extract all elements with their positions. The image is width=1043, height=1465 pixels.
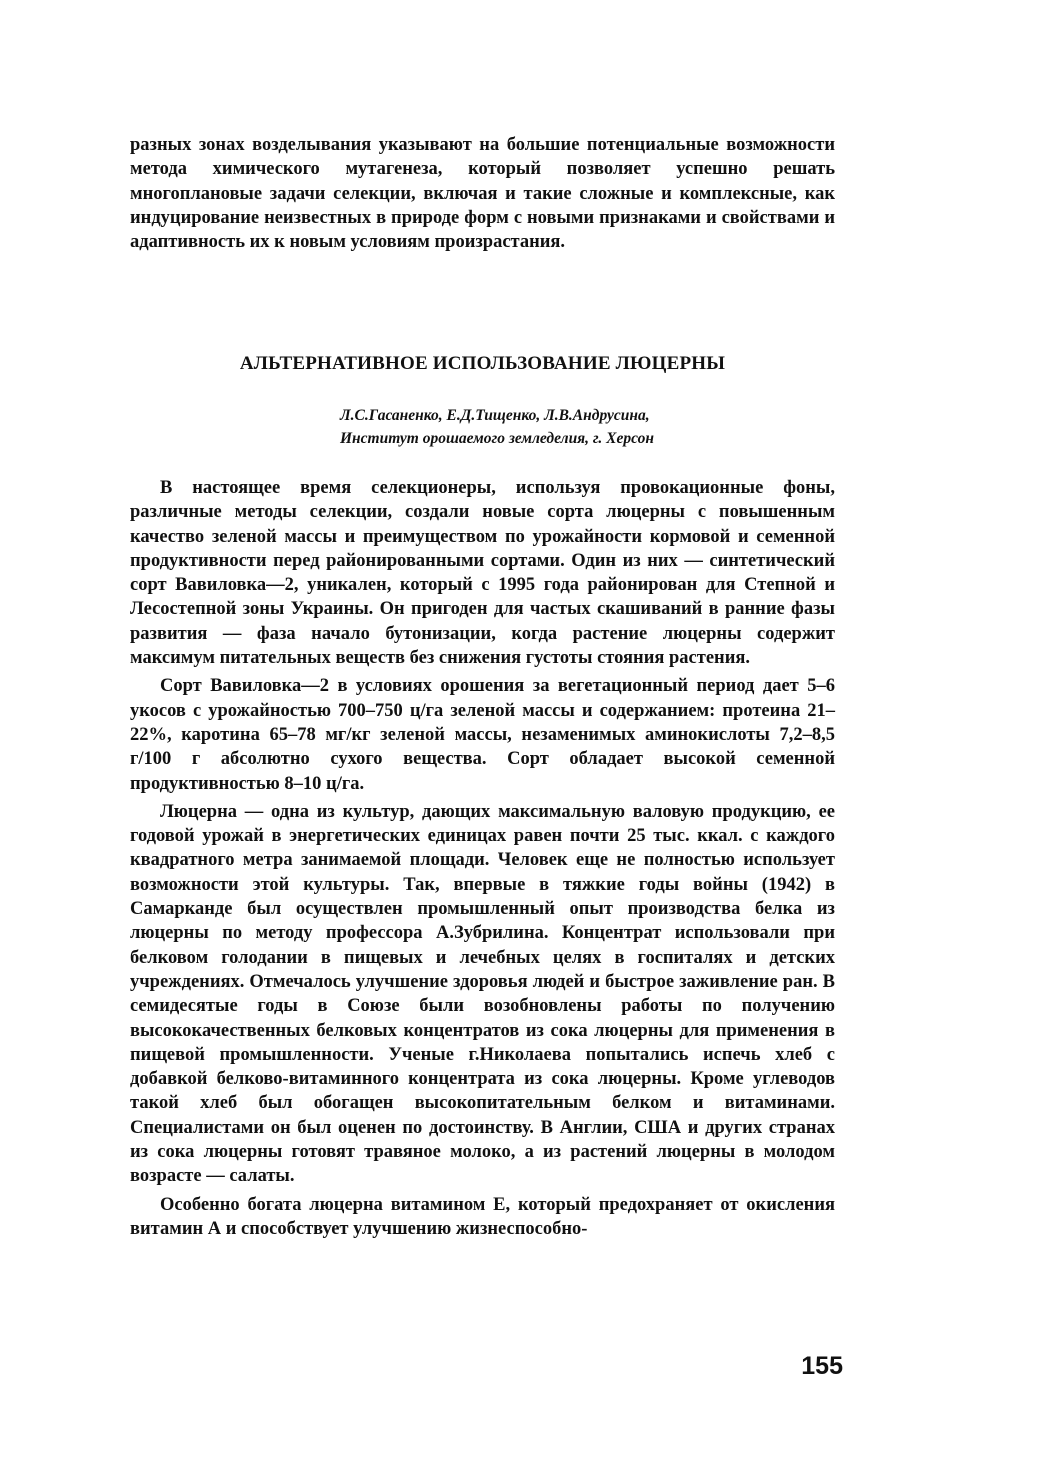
article-byline [340,404,820,450]
intro-paragraph: разных зонах возделывания указывают на большие потенциальные возможности метода химического мутагенеза, который позволяет успешно решать многоплановые задачи селекции, включая и такие сложные и комплексные, как индуцирование неизвестных в природе форм с новыми признаками и свойствами и адаптивность их к новым условиям произрастания. [130,135,835,253]
article-institution: Институт орошаемого земледелия, г. Херсон [340,430,655,447]
article-title: АЛЬТЕРНАТИВНОЕ ИСПОЛЬЗОВАНИЕ ЛЮЦЕРНЫ [239,353,726,374]
body-paragraph: В настоящее время селекционеры, используя провокационные фоны, различные методы селекции, создали новые сорта люцерны с повышенным качество зеленой массы и преимуществом по урожайности кормовой и семенной продуктивности перед районированными сортами. Один из них — синтетический сорт Вавиловка—2, уникален, который с 1995 года районирован для Степной и Лесостепной зоны Украины. Он пригоден для частых скашиваний в ранние фазы развития — фаза начало бутонизации, когда растение люцерны содержит максимум питательных веществ без снижения густоты стояния растения. [130,478,835,669]
page-number: 155 [801,1352,843,1380]
intro-text [130,133,835,254]
article-authors: Л.С.Гасаненко, Е.Д.Тищенко, Л.В.Андрусина, [340,407,650,424]
body-paragraph: Люцерна — одна из культур, дающих максимальную валовую продукцию, ее годовой урожай в энергетических единицах равен почти 25 тыс. ккал. с каждого квадратного метра занимаемой площади. Человек еще не полностью использует возможности этой культуры. Так, впервые в тяжкие годы войны (1942) в Самарканде был осуществлен промышленный опыт производства белка из люцерны по методу профессора А.Зубрилина. Концентрат использовали при белковом голодании в пищевых и лечебных целях в госпиталях и детских учреждениях. Отмечалось улучшение здоровья людей и быстрое заживление ран. В семидесятые годы в Союзе были возобновлены работы по получению высококачественных белковых концентратов из сока люцерны для применения в пищевой промышленности. Ученые г.Николаева попытались испечь хлеб с добавкой белково-витаминного концентрата из сока люцерны. Кроме углеводов такой хлеб был обогащен высокопитательным белком и витаминами. Специалистами он был оценен по достоинству. В Англии, США и других странах из сока люцерны готовят травяное молоко, а из растений люцерны в молодом возрасте — салаты. [130,801,835,1187]
body-paragraph: Сорт Вавиловка—2 в условиях орошения за вегетационный период дает 5–6 укосов с урожайностью 700–750 ц/га зеленой массы и содержанием: протеина 21–22%, каротина 65–78 мг/кг зеленой массы, незаменимых аминокислоты 7,2–8,5 г/100 г абсолютно сухого вещества. Сорт обладает высокой семенной продуктивностью 8–10 ц/га. [130,676,835,794]
body-paragraph: Особенно богата люцерна витамином Е, который предохраняет от окисления витамин А и способствует улучшению жизнеспособно- [130,1194,835,1239]
article-body [130,476,835,1241]
